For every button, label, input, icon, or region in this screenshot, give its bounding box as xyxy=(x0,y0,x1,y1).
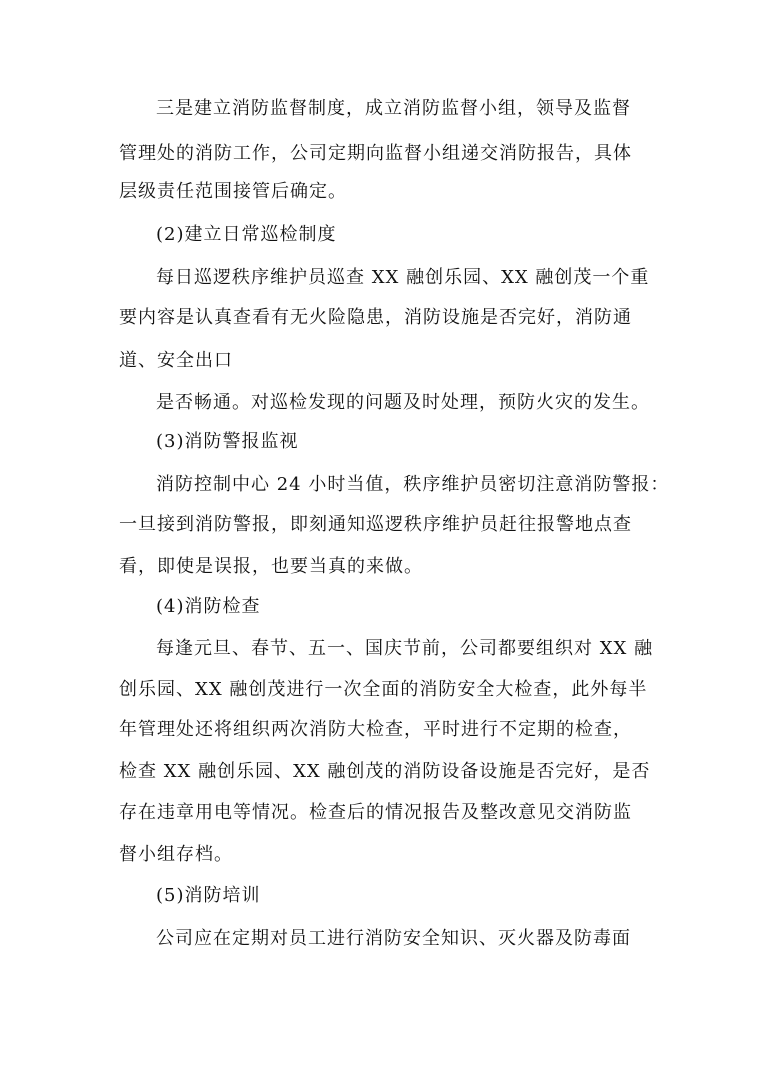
section-heading: (3)消防警报监视 xyxy=(156,431,299,452)
paragraph-line: 一旦接到消防警报，即刻通知巡逻秩序维护员赶往报警地点查 xyxy=(119,514,632,535)
paragraph-line: 督小组存档。 xyxy=(119,844,233,865)
paragraph-line: 看，即使是误报，也要当真的来做。 xyxy=(119,556,423,577)
paragraph-line: 层级责任范围接管后确定。 xyxy=(119,181,347,202)
paragraph-line: 每逢元旦、春节、五一、国庆节前，公司都要组织对 XX 融 xyxy=(156,638,654,659)
paragraph-line: 消防控制中心 24 小时当值，秩序维护员密切注意消防警报： xyxy=(156,474,670,495)
paragraph-line: 检查 XX 融创乐园、XX 融创茂的消防设备设施是否完好，是否 xyxy=(119,761,651,782)
paragraph-line: 是否畅通。对巡检发现的问题及时处理，预防火灾的发生。 xyxy=(156,392,650,413)
paragraph-line: 三是建立消防监督制度，成立消防监督小组，领导及监督 xyxy=(156,98,631,119)
paragraph-line: 年管理处还将组织两次消防大检查，平时进行不定期的检查， xyxy=(119,719,632,740)
paragraph-line: 创乐园、XX 融创茂进行一次全面的消防安全大检查，此外每半 xyxy=(119,679,648,700)
section-heading: (2)建立日常巡检制度 xyxy=(156,224,337,245)
section-heading: (5)消防培训 xyxy=(156,885,261,906)
paragraph-line: 要内容是认真查看有无火险隐患，消防设施是否完好，消防通 xyxy=(119,307,632,328)
paragraph-line: 公司应在定期对员工进行消防安全知识、灭火器及防毒面 xyxy=(156,928,631,949)
paragraph-line: 存在违章用电等情况。检查后的情况报告及整改意见交消防监 xyxy=(119,802,632,823)
paragraph-line: 管理处的消防工作，公司定期向监督小组递交消防报告，具体 xyxy=(119,143,632,164)
section-heading: (4)消防检查 xyxy=(156,596,261,617)
paragraph-line: 每日巡逻秩序维护员巡查 XX 融创乐园、XX 融创茂一个重 xyxy=(156,267,650,288)
paragraph-line: 道、安全出口 xyxy=(119,350,233,371)
